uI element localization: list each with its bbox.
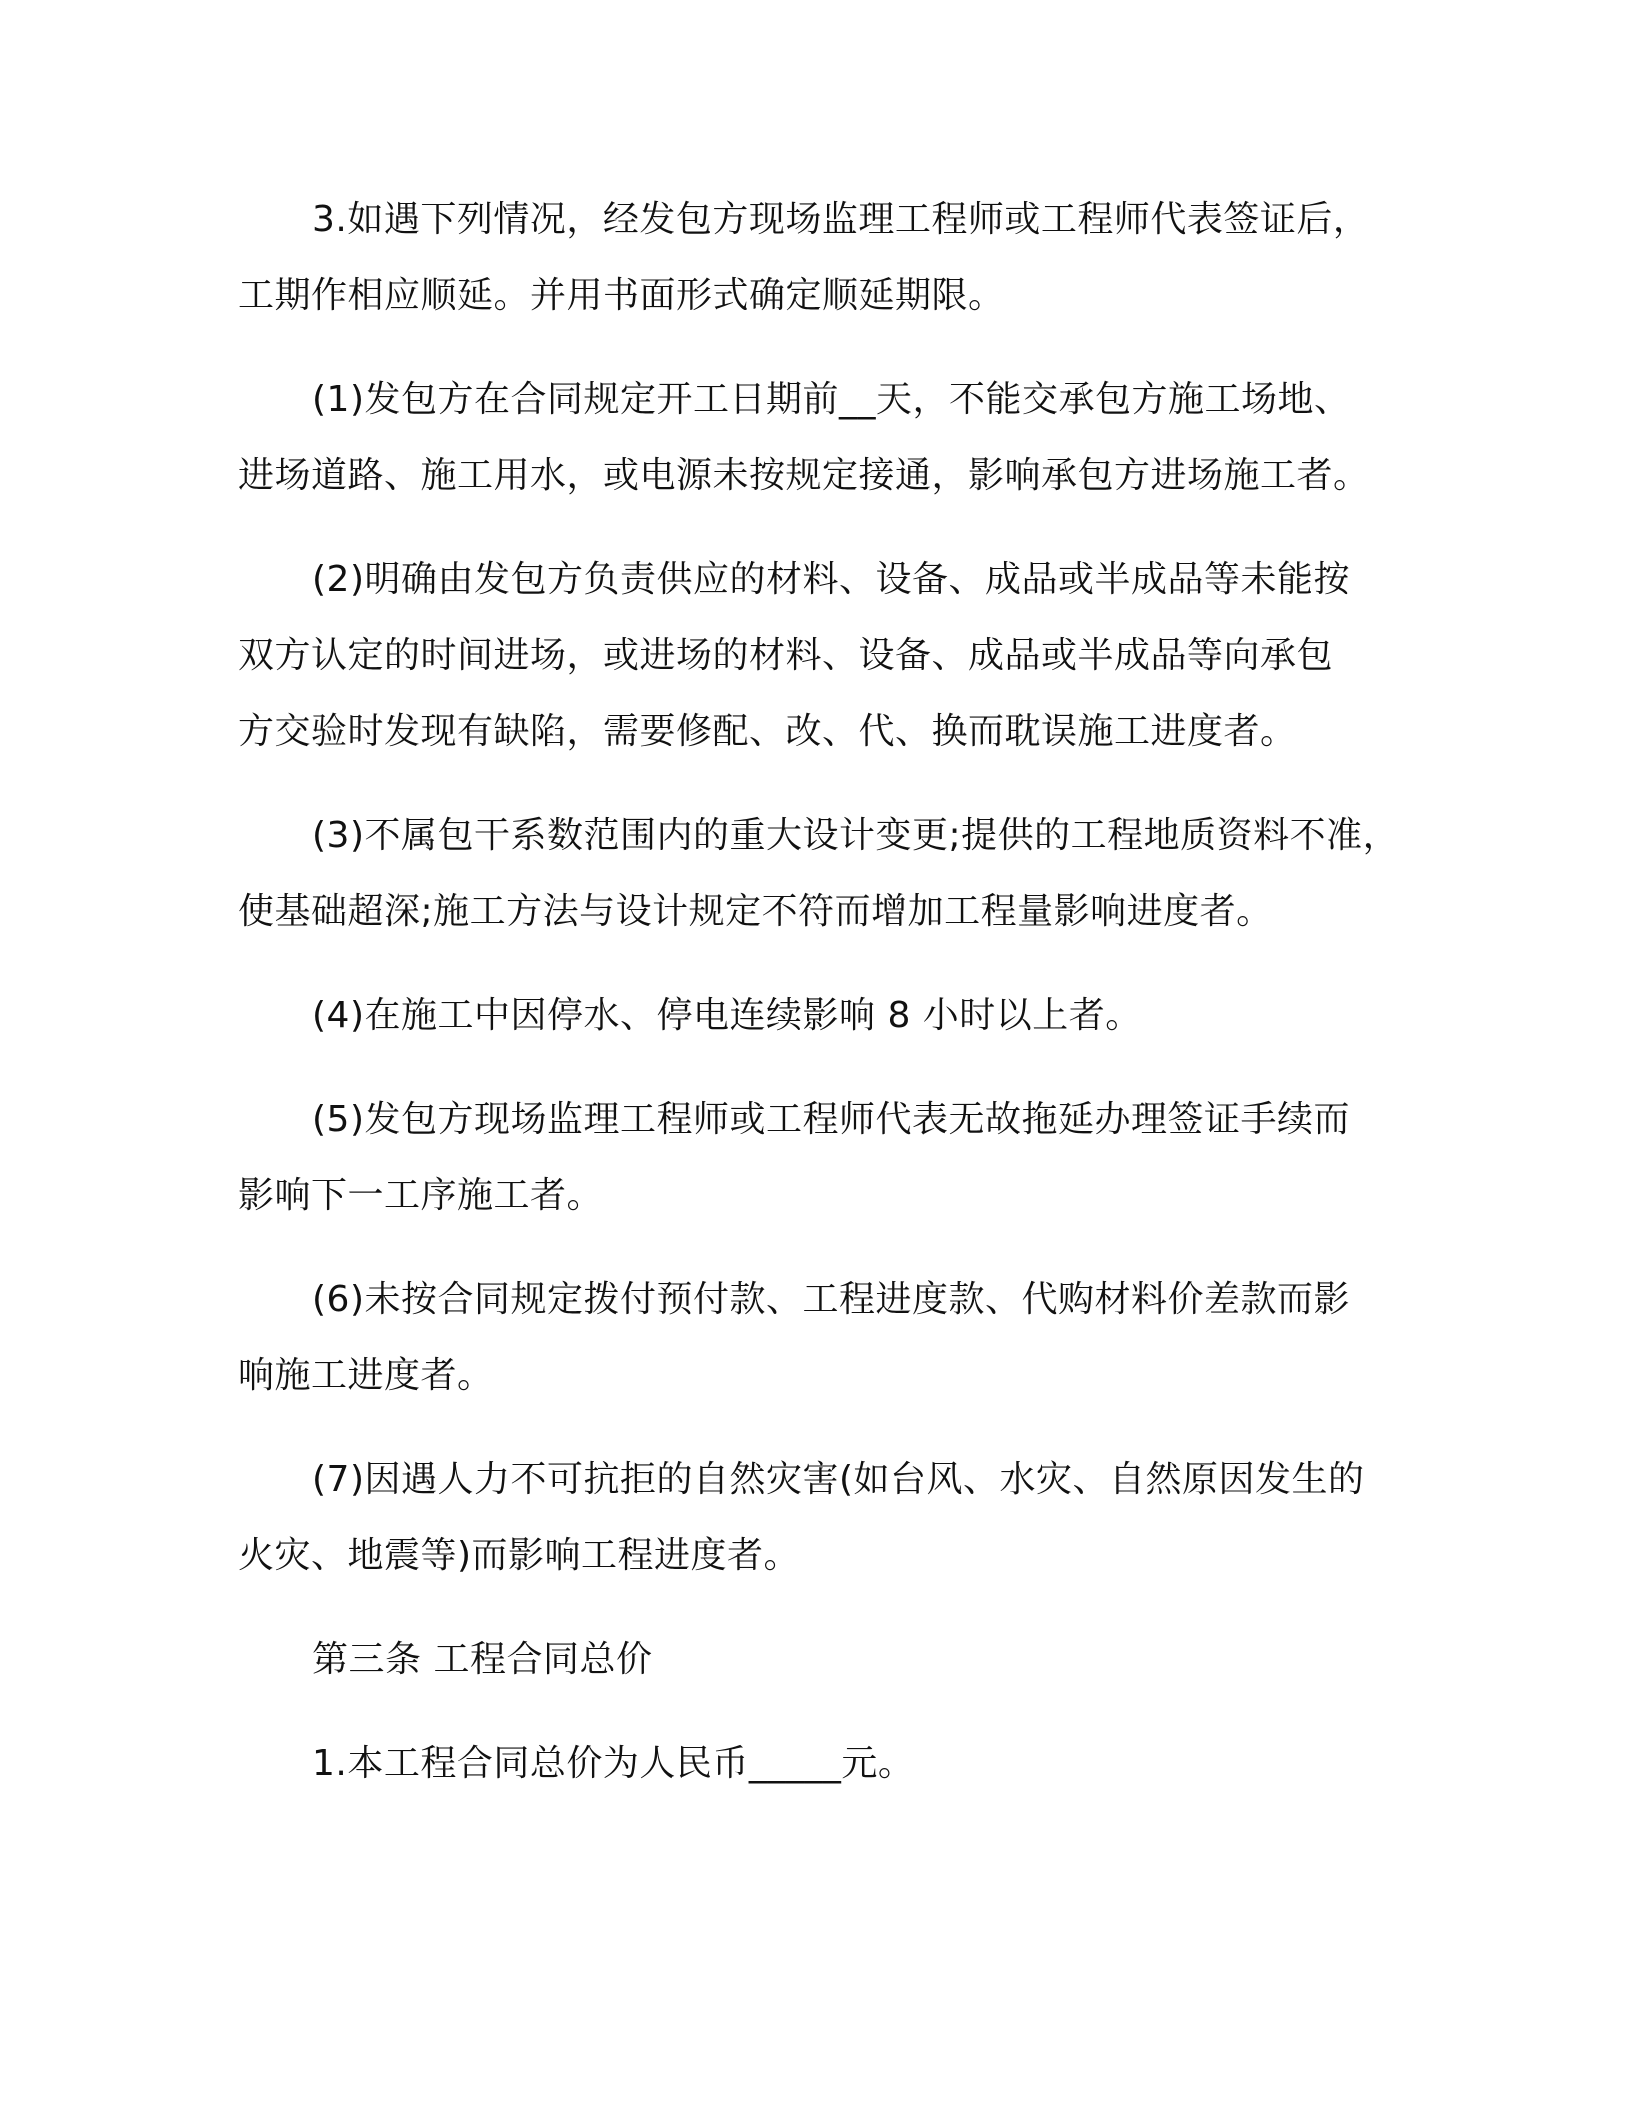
item-5-line-1: (5)发包方现场监理工程师或工程师代表无故拖延办理签证手续而 bbox=[312, 1099, 1350, 1140]
item-6-line-2: 响施工进度者。 bbox=[238, 1355, 494, 1396]
item-2-line-2: 双方认定的时间进场，或进场的材料、设备、成品或半成品等向承包 bbox=[238, 635, 1334, 676]
clause-1-line-1: 1.本工程合同总价为人民币_____元。 bbox=[312, 1743, 915, 1784]
item-7-line-1: (7)因遇人力不可抗拒的自然灾害(如台风、水灾、自然原因发生的 bbox=[312, 1459, 1365, 1500]
item-2-line-3: 方交验时发现有缺陷，需要修配、改、代、换而耽误施工进度者。 bbox=[238, 711, 1297, 752]
paragraph-3-line-1: 3.如遇下列情况，经发包方现场监理工程师或工程师代表签证后， bbox=[312, 199, 1370, 240]
item-4-line-1: (4)在施工中因停水、停电连续影响 8 小时以上者。 bbox=[312, 995, 1142, 1036]
article-3-heading: 第三条 工程合同总价 bbox=[312, 1639, 653, 1680]
item-5-line-2: 影响下一工序施工者。 bbox=[238, 1175, 604, 1216]
item-3-line-2: 使基础超深;施工方法与设计规定不符而增加工程量影响进度者。 bbox=[238, 891, 1273, 932]
paragraph-3-line-2: 工期作相应顺延。并用书面形式确定顺延期限。 bbox=[238, 275, 1005, 316]
item-6-line-1: (6)未按合同规定拨付预付款、工程进度款、代购材料价差款而影 bbox=[312, 1279, 1350, 1320]
item-1-line-2: 进场道路、施工用水，或电源未按规定接通，影响承包方进场施工者。 bbox=[238, 455, 1370, 496]
item-3-line-1: (3)不属包干系数范围内的重大设计变更;提供的工程地质资料不准， bbox=[312, 815, 1400, 856]
item-7-line-2: 火灾、地震等)而影响工程进度者。 bbox=[238, 1535, 801, 1576]
item-2-line-1: (2)明确由发包方负责供应的材料、设备、成品或半成品等未能按 bbox=[312, 559, 1350, 600]
item-1-line-1: (1)发包方在合同规定开工日期前__天，不能交承包方施工场地、 bbox=[312, 379, 1351, 420]
